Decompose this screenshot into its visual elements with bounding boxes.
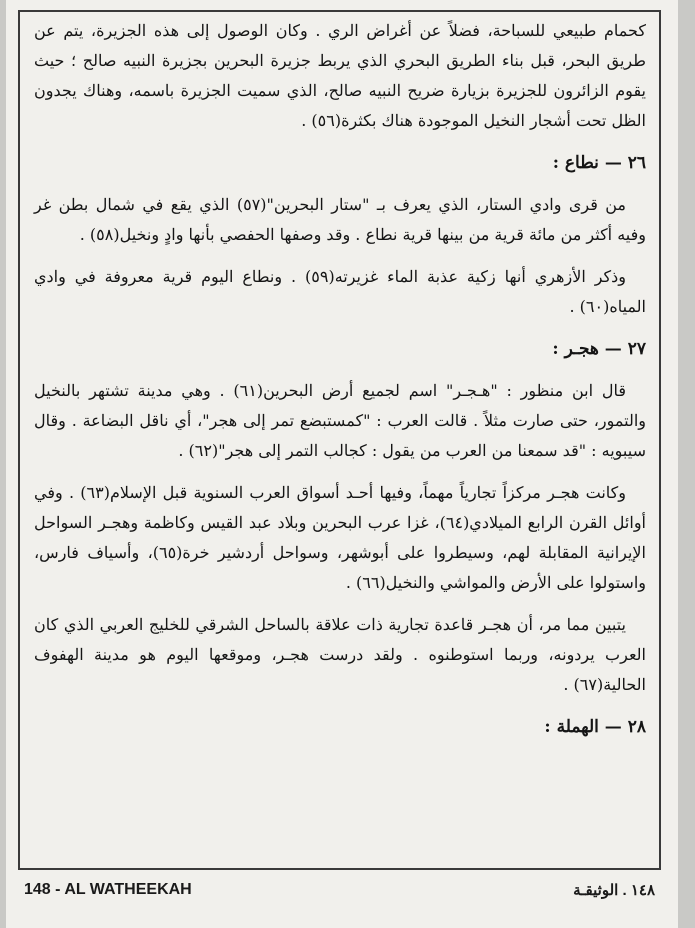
section-heading-26: ٢٦ — نطاع : [552, 153, 646, 173]
article-body [34, 16, 646, 754]
document-page [6, 0, 678, 928]
page-footer [18, 881, 661, 905]
section-heading-27: ٢٧ — هجـر : [552, 339, 646, 359]
paragraph-6: يتبين مما مر، أن هجـر قاعدة تجارية ذات علاقة بالساحل الشرقي للخليج العربي الذي كان العرب يردونه، وربما استوطنوه . ولقد درست هجـر، وموقعها اليوم هو مدينة الهفوف الحالية(٦٧) . [34, 615, 646, 694]
paragraph-2: من قرى وادي الستار، الذي يعرف بـ "ستار البحرين"(٥٧) الذي يقع في شمال بطن غر وفيه أكثر من مائة قرية من بينها قرية نطاع . وقد وصفها الحفصي بأنها وادٍ ونخيل(٥٨) . [34, 195, 646, 244]
footer-page-label-latin: 148 - AL WATHEEKAH [24, 881, 192, 898]
paragraph-1: كحمام طبيعي للسباحة، فضلاً عن أغراض الري . وكان الوصول إلى هذه الجزيرة، يتم عن طريق البحر، قبل بناء الطريق البحري الذي يربط جزيرة البحرين بجزيرة النبيه صالح ؛ حيث يقوم الزائرون للجزيرة بزيارة ضريح النبيه صالح، الذي سميت الجزيرة باسمه، وهناك يجدون الظل تحت أشجار النخيل الموجودة هناك بكثرة(٥٦) . [34, 21, 646, 130]
footer-page-label-arabic: ١٤٨ . الوثيقـة [573, 882, 655, 899]
paragraph-5: وكانت هجـر مركزاً تجارياً مهماً، وفيها أحـد أسواق العرب السنوية قبل الإسلام(٦٣) . وفي أوائل القرن الرابع الميلادي(٦٤)، غزا عرب البحرين وبلاد عبد القيس وكاظمة وهجـر السواحل الإيرانية المقابلة لهم، وسيطروا على أبوشهر، وسواحل أردشير خرة(٦٥)، وأسياف فارس، واستولوا على الأرض والمواشي والنخيل(٦٦) . [34, 483, 646, 592]
paragraph-4: قال ابن منظور : "هـجـر" اسم لجميع أرض البحرين(٦١) . وهي مدينة تشتهر بالنخيل والتمور، حتى صارت مثلاً . قالت العرب : "كمستبضع تمر إلى هجر"، أي ناقل البضاعة . وقال سيبويه : "قد سمعنا من العرب من يقول : كجالب التمر إلى هجر"(٦٢) . [34, 381, 646, 460]
section-heading-28: ٢٨ — الهملة : [544, 717, 646, 737]
paragraph-3: وذكر الأزهري أنها زكية عذبة الماء غزيرته(٥٩) . ونطاع اليوم قرية معروفة في وادي المياه(٦٠) . [34, 267, 646, 316]
